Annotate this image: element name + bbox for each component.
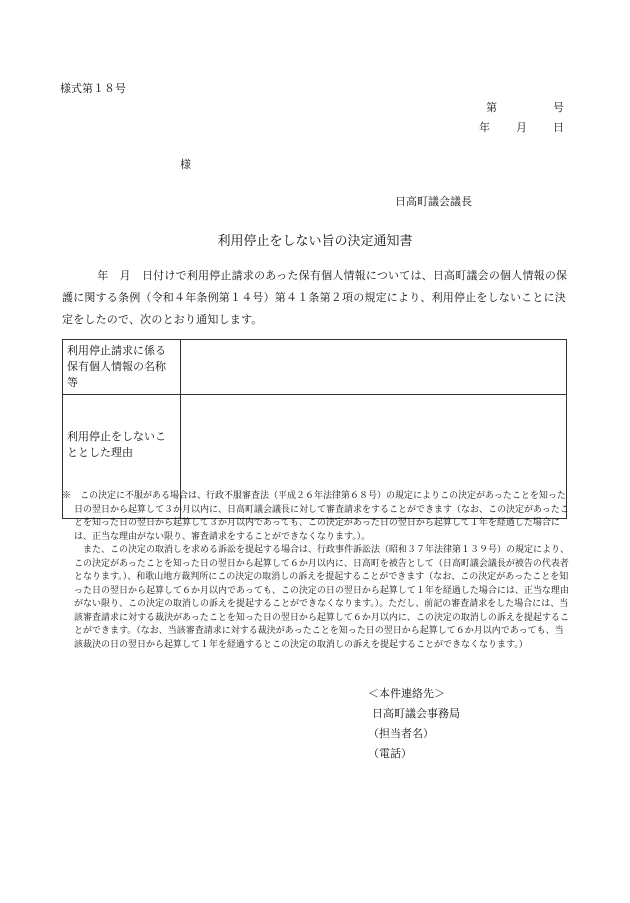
table-row: [63, 340, 567, 395]
contact-heading: ＜本件連絡先＞: [368, 687, 445, 700]
document-date: [479, 119, 564, 135]
document-number: [486, 99, 564, 115]
number-suffix: 号: [553, 101, 564, 114]
contact-office: 日高町議会事務局: [372, 707, 460, 720]
body-text: 年 月 日付けで利用停止請求のあった保有個人情報については、日高町議会の個人情報の保護に関する条例（令和４年条例第１４号）第４１条第２項の規定により、利用停止をしないことに決定をしたので、次のとおり通知します。: [62, 269, 568, 326]
date-year: 年: [479, 121, 490, 134]
contact-person: （担当者名）: [368, 727, 434, 740]
notes: [62, 490, 572, 652]
row1-label: 利用停止請求に係る保有個人情報の名称等: [63, 340, 181, 395]
row1-value: [181, 340, 567, 395]
addressee: 様: [180, 158, 191, 171]
form-number: 様式第１８号: [60, 82, 126, 95]
document-title: 利用停止をしない旨の決定通知書: [217, 234, 413, 249]
date-day: 日: [553, 121, 564, 134]
number-prefix: 第: [486, 101, 497, 114]
row2-label: 利用停止をしないこととした理由: [63, 395, 181, 519]
contact-block: [368, 684, 460, 764]
date-month: 月: [516, 121, 527, 134]
note-paragraph-1: ※ この決定に不服がある場合は、行政不服審査法（平成２６年法律第６８号）の規定によりこの決定があったことを知った日の翌日から起算して３か月以内に、日高町議会議長に対して審査請求をすることができます（なお、この決定があったことを知った日の翌日から起算して３か月以内であっても、この決定があった日の翌日から起算して１年を経過した場合には、正当な理由がない限り、審査請求をすることができなくなります。）。: [62, 491, 569, 542]
sender: 日高町議会議長: [395, 195, 472, 208]
note-paragraph-2: また、この決定の取消しを求める訴訟を提起する場合は、行政事件訴訟法（昭和３７年法律第１３９号）の規定により、この決定があったことを知った日の翌日から起算して６か月以内に、日高町を被告として（日高町議会議長が被告の代表者となります。）、和歌山地方裁判所にこの決定の取消しの訴えを提起することができます（なお、この決定があったことを知った日の翌日から起算して６か月以内であっても、この決定の日の翌日から起算して１年を経過した場合には、正当な理由がない限り、この決定の取消しの訴えを提起することができなくなります。）。ただし、前記の審査請求をした場合には、当該審査請求に対する裁決があったことを知った日の翌日から起算して６か月以内に、この決定の取消しの訴えを提起することができます。（なお、当該審査請求に対する裁決があったことを知った日の翌日から起算して６か月以内であっても、当該裁決の日の翌日から起算して１年を経過するとこの決定の取消しの訴えを提起することができなくなります。）: [74, 545, 570, 650]
contact-phone: （電話）: [368, 747, 412, 760]
